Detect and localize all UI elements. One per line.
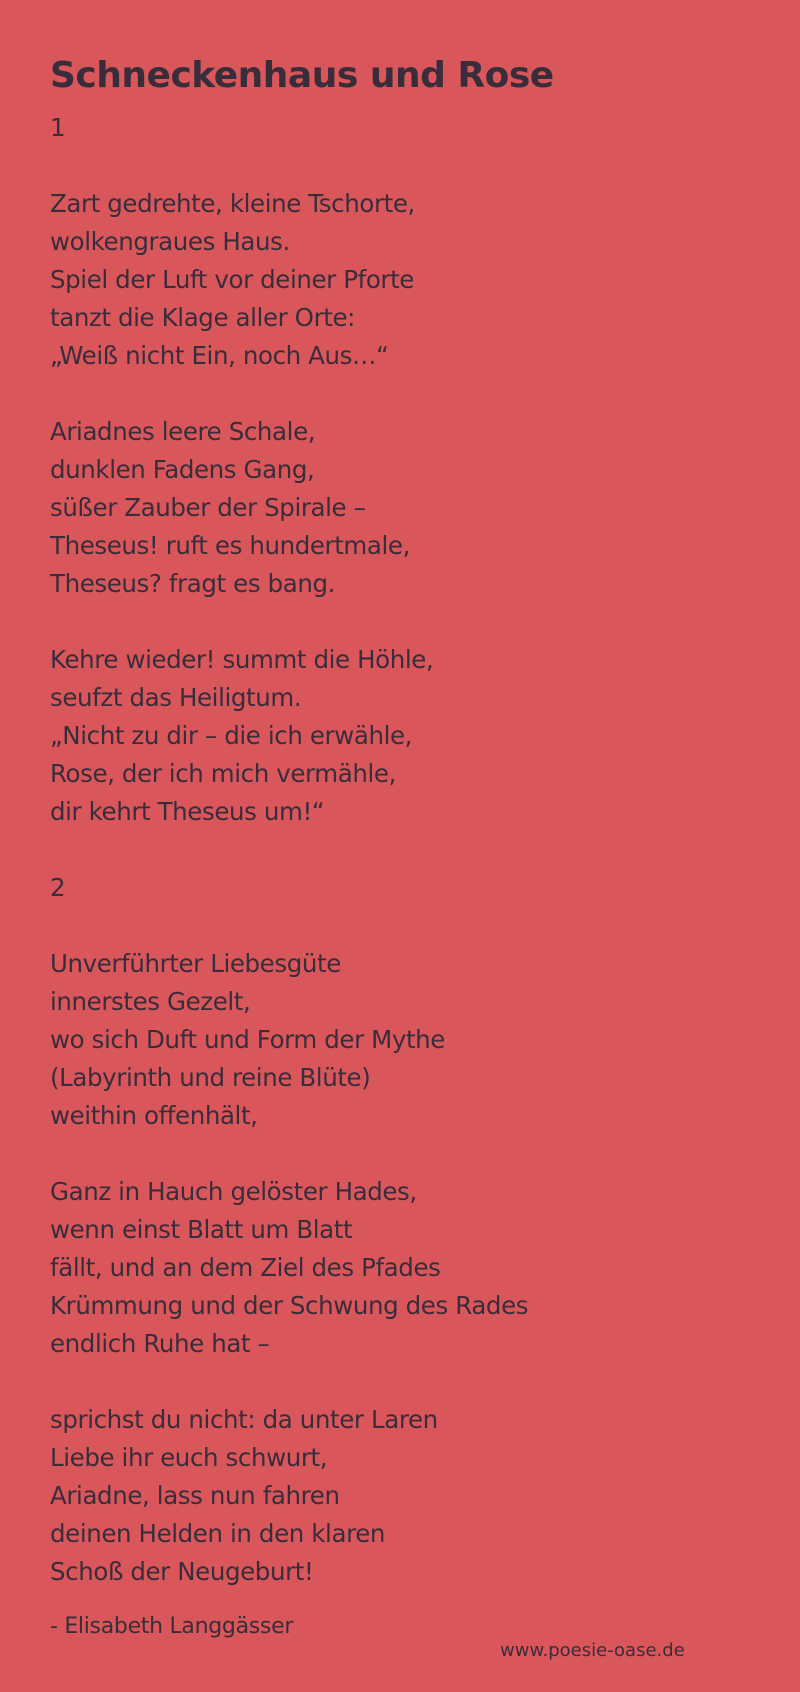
- stanza-gap: [50, 907, 528, 945]
- poem-line: Schoß der Neugeburt!: [50, 1557, 314, 1586]
- poem-line: Theseus! ruft es hundertmale,: [50, 531, 410, 560]
- poem-body: [50, 109, 528, 1591]
- stanza-gap: [50, 831, 528, 869]
- poem-line: dunklen Fadens Gang,: [50, 455, 315, 484]
- poem-line: „Weiß nicht Ein, noch Aus…“: [50, 341, 389, 370]
- poem-line: wo sich Duft und Form der Mythe: [50, 1025, 445, 1054]
- poem-line: Spiel der Luft vor deiner Pforte: [50, 265, 414, 294]
- poem-line: Liebe ihr euch schwurt,: [50, 1443, 328, 1472]
- stanza-gap: [50, 1363, 528, 1401]
- poem-line: seufzt das Heiligtum.: [50, 683, 302, 712]
- poem-line: innerstes Gezelt,: [50, 987, 251, 1016]
- poem-line: Theseus? fragt es bang.: [50, 569, 336, 598]
- poem-line: „Nicht zu dir – die ich erwähle,: [50, 721, 413, 750]
- stanza-gap: [50, 603, 528, 641]
- poem-line: Ariadnes leere Schale,: [50, 417, 316, 446]
- stanza-gap: [50, 375, 528, 413]
- poem-line: dir kehrt Theseus um!“: [50, 797, 325, 826]
- poem-line: tanzt die Klage aller Orte:: [50, 303, 355, 332]
- website-credit: www.poesie-oase.de: [500, 1640, 685, 1661]
- poem-line: Kehre wieder! summt die Höhle,: [50, 645, 434, 674]
- poem-line: weithin offenhält,: [50, 1101, 258, 1130]
- stanza-gap: [50, 147, 528, 185]
- poem-line: süßer Zauber der Spirale –: [50, 493, 366, 522]
- poem-line: wenn einst Blatt um Blatt: [50, 1215, 353, 1244]
- poem-line: deinen Helden in den klaren: [50, 1519, 385, 1548]
- poem-line: 2: [50, 873, 66, 902]
- poem-line: sprichst du nicht: da unter Laren: [50, 1405, 438, 1434]
- poem-line: endlich Ruhe hat –: [50, 1329, 270, 1358]
- poem-line: Zart gedrehte, kleine Tschorte,: [50, 189, 415, 218]
- poem-line: 1: [50, 113, 66, 142]
- poem-title: Schneckenhaus und Rose: [50, 55, 554, 96]
- poem-line: Rose, der ich mich vermähle,: [50, 759, 396, 788]
- poem-line: Ariadne, lass nun fahren: [50, 1481, 340, 1510]
- poem-line: Krümmung und der Schwung des Rades: [50, 1291, 529, 1320]
- poem-line: fällt, und an dem Ziel des Pfades: [50, 1253, 441, 1282]
- poem-line: wolkengraues Haus.: [50, 227, 290, 256]
- poem-author: - Elisabeth Langgässer: [50, 1614, 294, 1639]
- poem-line: (Labyrinth und reine Blüte): [50, 1063, 371, 1092]
- poem-line: Unverführter Liebesgüte: [50, 949, 341, 978]
- stanza-gap: [50, 1135, 528, 1173]
- poem-line: Ganz in Hauch gelöster Hades,: [50, 1177, 417, 1206]
